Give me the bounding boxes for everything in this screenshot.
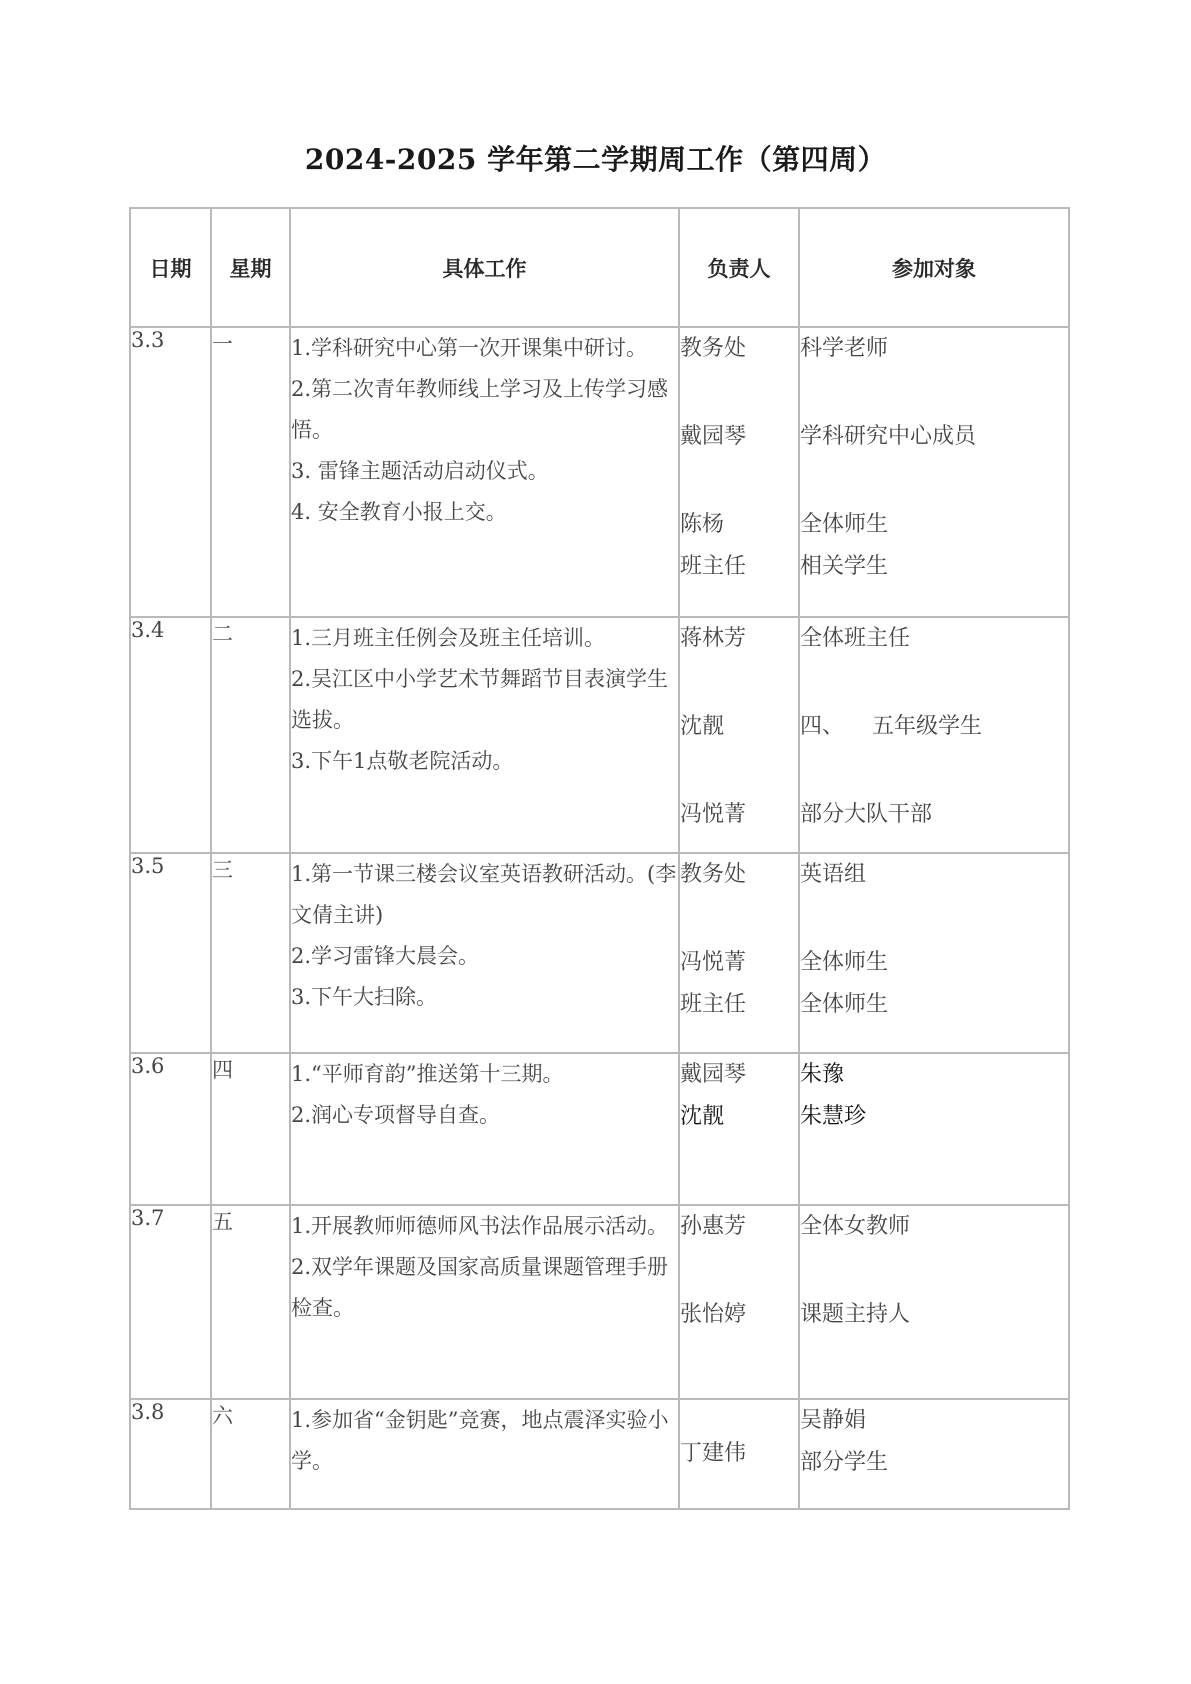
target-name: 朱豫 — [800, 1062, 845, 1087]
spacer — [800, 1248, 1068, 1294]
weekday-cell: 四 — [211, 1053, 290, 1205]
date-cell: 3.4 — [130, 617, 211, 853]
task-item: 3.下午1点敬老院活动。 — [291, 749, 514, 773]
target-name: 部分学生 — [800, 1450, 889, 1475]
table-row — [130, 1399, 1069, 1509]
spacer — [800, 748, 1068, 794]
owner-cell — [679, 327, 799, 617]
task-item: 1.“平师育韵”推送第十三期。 — [291, 1062, 564, 1086]
owner-cell — [679, 853, 799, 1053]
weekday-cell: 一 — [211, 327, 290, 617]
target-name: 课题主持人 — [800, 1302, 911, 1327]
task-item: 1.第一节课三楼会议室英语教研活动。(李文倩主讲) — [291, 862, 677, 927]
header-row — [130, 208, 1069, 327]
date-cell: 3.6 — [130, 1053, 211, 1205]
owner-name: 教务处 — [680, 336, 747, 361]
owner-name: 丁建伟 — [680, 1441, 747, 1466]
task-item: 2.第二次青年教师线上学习及上传学习感悟。 — [291, 377, 669, 442]
target-name: 朱慧珍 — [800, 1104, 867, 1129]
task-item: 2.吴江区中小学艺术节舞蹈节目表演学生选拔。 — [291, 667, 669, 732]
owner-name: 沈靓 — [680, 714, 725, 739]
owner-name: 戴园琴 — [680, 424, 747, 449]
owner-name: 班主任 — [680, 992, 747, 1017]
targets-cell — [799, 1053, 1069, 1205]
task-item: 2.双学年课题及国家高质量课题管理手册检查。 — [291, 1255, 669, 1320]
weekday-cell: 三 — [211, 853, 290, 1053]
header-weekday: 星期 — [211, 208, 290, 327]
date-cell: 3.5 — [130, 853, 211, 1053]
tasks-cell — [290, 327, 679, 617]
weekly-schedule-table — [129, 207, 1070, 1510]
owner-name: 沈靓 — [680, 1104, 725, 1129]
owner-name: 孙惠芳 — [680, 1214, 747, 1239]
tasks-cell — [290, 1205, 679, 1399]
table-row — [130, 1205, 1069, 1399]
target-name: 学科研究中心成员 — [800, 424, 977, 449]
spacer — [680, 748, 798, 794]
target-name: 全体班主任 — [800, 626, 911, 651]
table-row — [130, 853, 1069, 1053]
owner-name: 冯悦菁 — [680, 802, 747, 827]
task-item: 4. 安全教育小报上交。 — [291, 500, 507, 524]
owner-name: 班主任 — [680, 554, 747, 579]
task-item: 1.三月班主任例会及班主任培训。 — [291, 626, 606, 650]
task-item: 3. 雷锋主题活动启动仪式。 — [291, 459, 549, 483]
target-name: 四、 五年级学生 — [800, 714, 982, 739]
owner-cell — [679, 617, 799, 853]
task-item: 2.学习雷锋大晨会。 — [291, 944, 480, 968]
owner-name: 教务处 — [680, 862, 747, 887]
owner-name: 张怡婷 — [680, 1302, 747, 1327]
target-name: 全体师生 — [800, 512, 889, 537]
header-targets: 参加对象 — [799, 208, 1069, 327]
owner-cell — [679, 1399, 799, 1509]
target-name: 相关学生 — [800, 554, 889, 579]
task-item: 2.润心专项督导自查。 — [291, 1103, 501, 1127]
header-tasks: 具体工作 — [290, 208, 679, 327]
owner-cell — [679, 1053, 799, 1205]
weekday-cell: 五 — [211, 1205, 290, 1399]
task-item: 1.开展教师师德师风书法作品展示活动。 — [291, 1214, 669, 1238]
targets-cell — [799, 617, 1069, 853]
target-name: 吴静娟 — [800, 1408, 867, 1433]
task-item: 3.下午大扫除。 — [291, 985, 438, 1009]
table-row — [130, 327, 1069, 617]
task-item: 1.学科研究中心第一次开课集中研讨。 — [291, 336, 648, 360]
spacer — [800, 370, 1068, 416]
task-item: 1.参加省“金钥匙”竞赛，地点震泽实验小学。 — [291, 1408, 669, 1473]
target-name: 全体师生 — [800, 992, 889, 1017]
target-name: 全体师生 — [800, 950, 889, 975]
owner-name: 蒋林芳 — [680, 626, 747, 651]
header-date: 日期 — [130, 208, 211, 327]
spacer — [680, 896, 798, 942]
tasks-cell — [290, 1399, 679, 1509]
date-cell: 3.3 — [130, 327, 211, 617]
spacer — [680, 660, 798, 706]
target-name: 科学老师 — [800, 336, 889, 361]
target-name: 部分大队干部 — [800, 802, 933, 827]
target-name: 全体女教师 — [800, 1214, 911, 1239]
spacer — [800, 458, 1068, 504]
document-title: 2024-2025 学年第二学期周工作（第四周） — [304, 143, 887, 176]
owner-name: 戴园琴 — [680, 1062, 747, 1087]
weekday-cell: 二 — [211, 617, 290, 853]
spacer — [800, 896, 1068, 942]
spacer — [680, 458, 798, 504]
targets-cell — [799, 853, 1069, 1053]
targets-cell — [799, 1205, 1069, 1399]
tasks-cell — [290, 1053, 679, 1205]
date-cell: 3.7 — [130, 1205, 211, 1399]
target-name: 英语组 — [800, 862, 867, 887]
table-row — [130, 1053, 1069, 1205]
tasks-cell — [290, 617, 679, 853]
targets-cell — [799, 1399, 1069, 1509]
tasks-cell — [290, 853, 679, 1053]
spacer — [800, 660, 1068, 706]
spacer — [680, 1248, 798, 1294]
owner-name: 冯悦菁 — [680, 950, 747, 975]
spacer — [680, 370, 798, 416]
header-owner: 负责人 — [679, 208, 799, 327]
targets-cell — [799, 327, 1069, 617]
table-row — [130, 617, 1069, 853]
owner-name: 陈杨 — [680, 512, 725, 537]
owner-cell — [679, 1205, 799, 1399]
weekday-cell: 六 — [211, 1399, 290, 1509]
date-cell: 3.8 — [130, 1399, 211, 1509]
